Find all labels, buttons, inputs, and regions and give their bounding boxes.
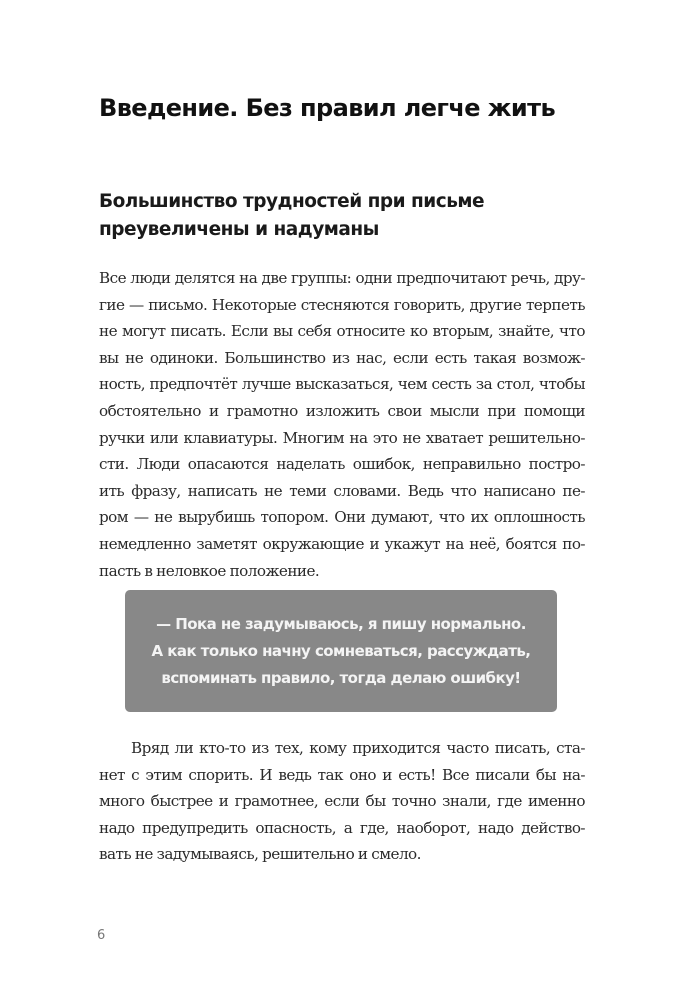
chapter-title: Введение. Без правил легче жить [99,94,556,122]
text-line: обстоятельно и грамотно изложить свои мысли при помощи [99,401,585,420]
text-line: не могут писать. Если вы себя относите ко вторым, знайте, что [99,322,585,341]
text-line: ручки или клавиатуры. Многим на это не хватает решительно- [99,428,585,447]
text-line: ность, предпочтёт лучше высказаться, чем сесть за стол, чтобы [99,375,585,394]
callout-line: вспоминать правило, тогда делаю ошибку! [161,668,521,687]
callout-line: А как только начну сомневаться, рассуждать, [151,641,531,660]
page-number: 6 [97,928,106,943]
section-title [99,188,484,244]
paragraph-conclusion [99,735,585,868]
text-line: вать не задумываясь, решительно и смело. [99,845,421,864]
text-line: гие — письмо. Некоторые стесняются говорить, другие терпеть [99,295,585,314]
text-line: Вряд ли кто-то из тех, кому приходится часто писать, ста- [131,739,585,757]
section-title-line: Большинство трудностей при письме [99,191,485,212]
callout-line: — Пока не задумываюсь, я пишу нормально. [156,614,526,633]
quote-callout [125,590,557,712]
section-title-line: преувеличены и надуманы [99,219,379,240]
text-line: сти. Люди опасаются наделать ошибок, неправильно постро- [99,455,585,474]
text-line: ром — не вырубишь топором. Они думают, что их оплошность [99,508,585,527]
text-line: надо предупредить опасность, а где, наоборот, надо действо- [99,818,585,837]
text-line: ить фразу, написать не теми словами. Ведь что написано пе- [99,481,585,500]
text-line: пасть в неловкое положение. [99,561,320,580]
paragraph-intro [99,265,585,584]
text-line: нет с этим спорить. И ведь так оно и есть! Все писали бы на- [99,765,585,784]
text-line: немедленно заметят окружающие и укажут на неё, боятся по- [99,534,585,553]
text-line: Все люди делятся на две группы: одни предпочитают речь, дру- [99,269,585,287]
text-line: вы не одиноки. Большинство из нас, если есть такая возмож- [99,348,585,367]
text-line: много быстрее и грамотнее, если бы точно знали, где именно [99,792,585,811]
